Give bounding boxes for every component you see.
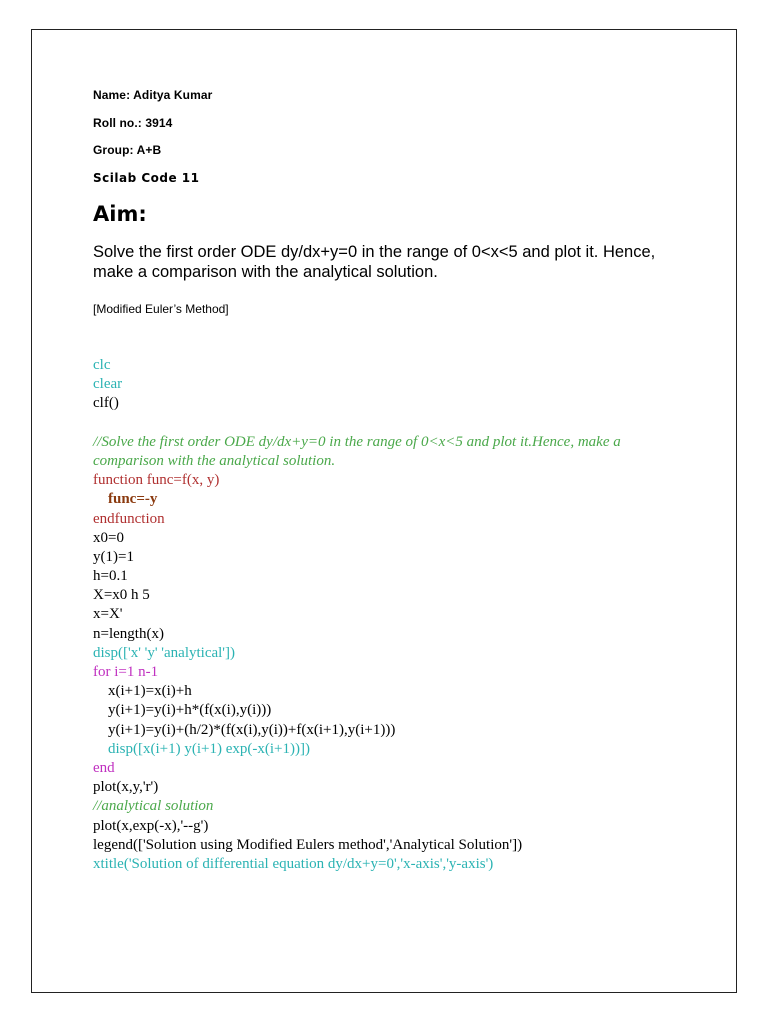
code-line: plot(x,exp(-x),'--g') xyxy=(93,817,209,834)
code-title: Scilab Code 11 xyxy=(93,171,200,185)
code-comment: //analytical solution xyxy=(93,798,214,815)
code-line: X=x0 h 5 xyxy=(93,587,150,604)
code-line: x=X' xyxy=(93,606,123,623)
code-line: xtitle('Solution of differential equation dy/dx+y=0','x-axis','y-axis') xyxy=(93,855,494,872)
code-line: y(1)=1 xyxy=(93,548,134,565)
code-line: function func=f(x, y) xyxy=(93,472,220,489)
code-line: disp([x(i+1) y(i+1) exp(-x(i+1))]) xyxy=(93,740,310,757)
code-line: disp(['x' 'y' 'analytical']) xyxy=(93,644,236,661)
code-line: y(i+1)=y(i)+(h/2)*(f(x(i),y(i))+f(x(i+1),y(i+1))) xyxy=(93,721,396,738)
code-line: func=-y xyxy=(93,491,158,508)
group: Group: A+B xyxy=(93,143,162,157)
code-line: clear xyxy=(93,376,123,393)
code-line: for i=1 n-1 xyxy=(93,664,159,681)
code-line: x(i+1)=x(i)+h xyxy=(93,683,192,700)
code-line xyxy=(93,394,693,413)
roll-number: Roll no.: 3914 xyxy=(93,116,173,130)
code-comment: //Solve the first order ODE dy/dx+y=0 in the range of 0<x<5 and plot it.Hence, make a comparison with the analytical solution. xyxy=(93,433,621,469)
code-block xyxy=(93,356,693,874)
code-line: clc xyxy=(93,357,111,373)
code-line: h=0.1 xyxy=(93,568,128,585)
code-line: y(i+1)=y(i)+h*(f(x(i),y(i))) xyxy=(93,702,272,719)
code-line: x0=0 xyxy=(93,529,124,546)
method-label: [Modified Euler’s Method] xyxy=(93,302,229,316)
code-line: n=length(x) xyxy=(93,625,164,642)
code-line: clf() xyxy=(93,395,119,412)
code-line: legend(['Solution using Modified Eulers method','Analytical Solution']) xyxy=(93,836,523,853)
code-line: plot(x,y,'r') xyxy=(93,779,159,796)
aim-statement: Solve the first order ODE dy/dx+y=0 in the range of 0<x<5 and plot it. Hence, make a comparison with the analytical solution. xyxy=(93,243,656,281)
aim-heading: Aim: xyxy=(93,202,147,226)
student-name: Name: Aditya Kumar xyxy=(93,88,213,102)
code-line: end xyxy=(93,759,115,776)
code-line: endfunction xyxy=(93,510,165,527)
